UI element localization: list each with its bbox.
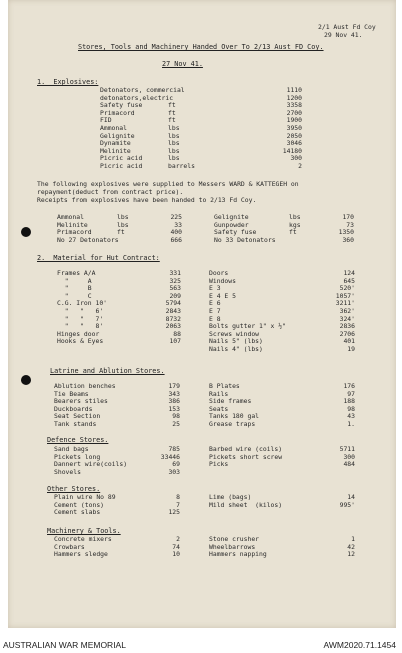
item-name: Stone crusher	[209, 535, 260, 543]
item-name: Picric acid	[100, 154, 143, 163]
item-name: " A	[57, 276, 92, 285]
footer-accession-number: AWM2020.71.1454	[323, 640, 396, 650]
item-quantity: 179	[168, 382, 180, 390]
item-name: Hooks & Eyes	[57, 337, 104, 346]
item-quantity: 1.	[347, 420, 355, 428]
item-unit: lbs	[168, 124, 180, 132]
item-name: Shovels	[54, 467, 81, 476]
item-unit: kgs	[289, 220, 301, 229]
item-quantity: 2063	[165, 322, 181, 331]
item-name: Duckboards	[54, 404, 93, 413]
item-name: Safety fuse	[100, 101, 143, 110]
item-quantity: 2050	[286, 131, 302, 140]
item-quantity: 25	[172, 420, 180, 428]
item-quantity: 360	[342, 235, 354, 244]
item-quantity: 1350	[338, 228, 354, 237]
item-unit: ft	[117, 228, 125, 237]
item-quantity: 5711	[339, 445, 355, 453]
item-name: E 3	[209, 284, 221, 293]
item-quantity: 209	[169, 291, 181, 300]
item-name: Primacord	[57, 228, 92, 237]
item-quantity: 153	[168, 404, 180, 413]
footer-institution: AUSTRALIAN WAR MEMORIAL	[3, 640, 126, 650]
item-unit: lbs	[117, 220, 129, 229]
item-name: Safety fuse	[214, 228, 257, 237]
item-name: Wheelbarrows	[209, 542, 256, 551]
item-name: No 27 Detonators	[57, 235, 119, 244]
item-quantity: 324'	[339, 314, 355, 323]
item-name: Crowbars	[54, 542, 85, 551]
item-quantity: 97	[347, 389, 355, 398]
punch-hole	[21, 227, 31, 237]
item-unit: lbs	[168, 146, 180, 155]
header-date: 29 Nov 41.	[324, 31, 363, 39]
item-quantity: 995'	[339, 500, 355, 509]
item-name: Tank stands	[54, 420, 97, 428]
item-name: Grease traps	[209, 420, 256, 428]
item-quantity: 785	[168, 445, 180, 453]
item-quantity: 520'	[339, 284, 355, 293]
item-name: Gelignite	[214, 213, 249, 221]
item-name: Detonators, commercial	[100, 86, 185, 94]
item-name: Picric acid	[100, 162, 143, 170]
item-name: Ammonal	[100, 124, 127, 132]
item-quantity: 484	[343, 460, 355, 469]
item-name: E 8	[209, 314, 221, 323]
item-quantity: 5794	[165, 299, 181, 308]
item-unit: lbs	[168, 131, 180, 140]
item-quantity: 3950	[286, 124, 302, 132]
item-name: Frames A/A	[57, 269, 96, 277]
item-unit: lbs	[117, 213, 129, 221]
item-name: " " 8'	[57, 322, 104, 331]
page-subtitle: 27 Nov 41.	[162, 60, 203, 68]
item-unit: lbs	[168, 139, 180, 148]
item-name: Hammers napping	[209, 550, 267, 559]
item-quantity: 33446	[160, 452, 180, 461]
item-name: Cement slabs	[54, 508, 101, 517]
item-name: B Plates	[209, 382, 240, 390]
item-name: " C	[57, 291, 92, 300]
item-quantity: 14180	[282, 146, 302, 155]
item-name: Dynamite	[100, 139, 131, 148]
item-quantity: 69	[172, 460, 180, 469]
item-quantity: 8	[176, 493, 180, 501]
item-name: " B	[57, 284, 92, 293]
section-heading-latrine: Latrine and Ablution Stores.	[50, 367, 165, 375]
item-quantity: 400	[170, 228, 182, 237]
section-heading-hut: 2. Material for Hut Contract:	[37, 254, 160, 262]
item-name: Sand bags	[54, 445, 89, 453]
item-name: Tanks 180 gal	[209, 412, 260, 421]
item-name: Bearers stiles	[54, 397, 108, 406]
item-unit: ft	[289, 228, 297, 237]
item-name: Side frames	[209, 397, 252, 406]
item-name: E 7	[209, 307, 221, 315]
item-name: Pickets long	[54, 452, 101, 461]
section-heading-explosives: 1. Explosives:	[37, 78, 99, 86]
item-quantity: 19	[347, 345, 355, 353]
item-unit: ft	[168, 116, 176, 125]
item-name: Barbed wire (coils)	[209, 445, 283, 453]
item-quantity: 107	[169, 337, 181, 346]
item-quantity: 401	[343, 337, 355, 346]
item-quantity: 74	[172, 542, 180, 551]
archive-footer	[0, 636, 402, 653]
item-name: Doors	[209, 269, 229, 277]
item-name: Cement (tons)	[54, 500, 105, 509]
item-quantity: 1200	[286, 93, 302, 102]
item-quantity: 331	[169, 269, 181, 277]
item-quantity: 98	[172, 412, 180, 421]
item-name: Mild sheet (kilos)	[209, 500, 283, 509]
item-quantity: 386	[168, 397, 180, 406]
item-quantity: 1900	[286, 116, 302, 125]
item-quantity: 43	[347, 412, 355, 421]
item-name: Hinges door	[57, 329, 100, 338]
item-quantity: 188	[343, 397, 355, 406]
item-name: Bolts gutter 1" x ½"	[209, 322, 286, 331]
header-unit: 2/1 Aust Fd Coy	[318, 23, 376, 31]
item-quantity: 8732	[165, 314, 181, 323]
item-quantity: 325	[169, 276, 181, 285]
item-quantity: 33	[174, 220, 182, 229]
explosives-note-3: Receipts from explosives have been handed to 2/13 Fd Coy.	[37, 196, 257, 204]
item-quantity: 2843	[165, 307, 181, 315]
item-name: Picks	[209, 460, 229, 469]
item-name: Nails 4" (lbs)	[209, 345, 263, 353]
item-name: E 4 E 5	[209, 291, 236, 300]
item-quantity: 303	[168, 467, 180, 476]
item-quantity: 1110	[286, 86, 302, 94]
item-quantity: 170	[342, 213, 354, 221]
item-quantity: 3211'	[335, 299, 355, 308]
item-quantity: 12	[347, 550, 355, 559]
item-name: C.G. Iron 10'	[57, 299, 108, 308]
item-quantity: 98	[347, 404, 355, 413]
item-quantity: 1057'	[335, 291, 355, 300]
item-name: No 33 Detonators	[214, 235, 276, 244]
item-quantity: 176	[343, 382, 355, 390]
item-quantity: 300	[290, 154, 302, 163]
item-name: detonators,electric	[100, 93, 174, 102]
item-unit: barrels	[168, 162, 195, 170]
item-name: Gelignite	[100, 131, 135, 140]
item-quantity: 88	[173, 329, 181, 338]
page-title: Stores, Tools and Machinery Handed Over To 2/13 Aust FD Coy.	[78, 43, 324, 51]
item-name: Concrete mixers	[54, 535, 112, 543]
item-name: Nails 5" (lbs)	[209, 337, 263, 346]
item-name: Ablution benches	[54, 382, 116, 390]
item-name: Ammonal	[57, 213, 84, 221]
item-unit: ft	[168, 101, 176, 110]
item-name: Pickets short screw	[209, 452, 283, 461]
item-name: E 6	[209, 299, 221, 308]
item-name: Tie Beams	[54, 389, 89, 398]
section-heading-defence: Defence Stores.	[47, 436, 109, 444]
item-quantity: 73	[346, 220, 354, 229]
item-quantity: 2836	[339, 322, 355, 331]
item-quantity: 10	[172, 550, 180, 559]
item-unit: lbs	[168, 154, 180, 163]
item-name: Seat Section	[54, 412, 101, 421]
item-name: Hammers sledge	[54, 550, 108, 559]
item-name: Dannert wire(coils)	[54, 460, 128, 469]
item-quantity: 343	[168, 389, 180, 398]
item-quantity: 3046	[286, 139, 302, 148]
explosives-note-2: repayment(deduct from contract price).	[37, 188, 184, 196]
item-quantity: 645	[343, 276, 355, 285]
item-quantity: 300	[343, 452, 355, 461]
item-quantity: 125	[168, 508, 180, 517]
item-quantity: 3358	[286, 101, 302, 110]
item-name: Lime (bags)	[209, 493, 252, 501]
item-name: " " 6'	[57, 307, 104, 315]
item-name: Screws window	[209, 329, 260, 338]
item-quantity: 362'	[339, 307, 355, 315]
item-name: Melinite	[100, 146, 131, 155]
item-name: Seats	[209, 404, 229, 413]
item-quantity: 2	[176, 535, 180, 543]
item-quantity: 42	[347, 542, 355, 551]
item-unit: lbs	[289, 213, 301, 221]
section-heading-other: Other Stores.	[47, 485, 101, 493]
item-quantity: 2706	[339, 329, 355, 338]
item-name: Windows	[209, 276, 236, 285]
punch-hole	[21, 375, 31, 385]
item-name: Primacord	[100, 108, 135, 117]
item-name: Plain wire No 89	[54, 493, 116, 501]
item-quantity: 666	[170, 235, 182, 244]
item-quantity: 563	[169, 284, 181, 293]
item-name: FID	[100, 116, 112, 125]
item-quantity: 124	[343, 269, 355, 277]
item-unit: ft	[168, 108, 176, 117]
item-quantity: 2	[298, 162, 302, 170]
item-quantity: 14	[347, 493, 355, 501]
item-quantity: 225	[170, 213, 182, 221]
item-name: Rails	[209, 389, 229, 398]
item-quantity: 2700	[286, 108, 302, 117]
item-quantity: 1	[351, 535, 355, 543]
section-heading-machinery: Machinery & Tools.	[47, 527, 121, 535]
item-name: " " 7'	[57, 314, 104, 323]
item-name: Melinite	[57, 220, 88, 229]
item-name: Gunpowder	[214, 220, 249, 229]
explosives-note-1: The following explosives were supplied to Messers WARD & KATTEGEH on	[37, 180, 299, 188]
item-quantity: 7	[176, 500, 180, 509]
